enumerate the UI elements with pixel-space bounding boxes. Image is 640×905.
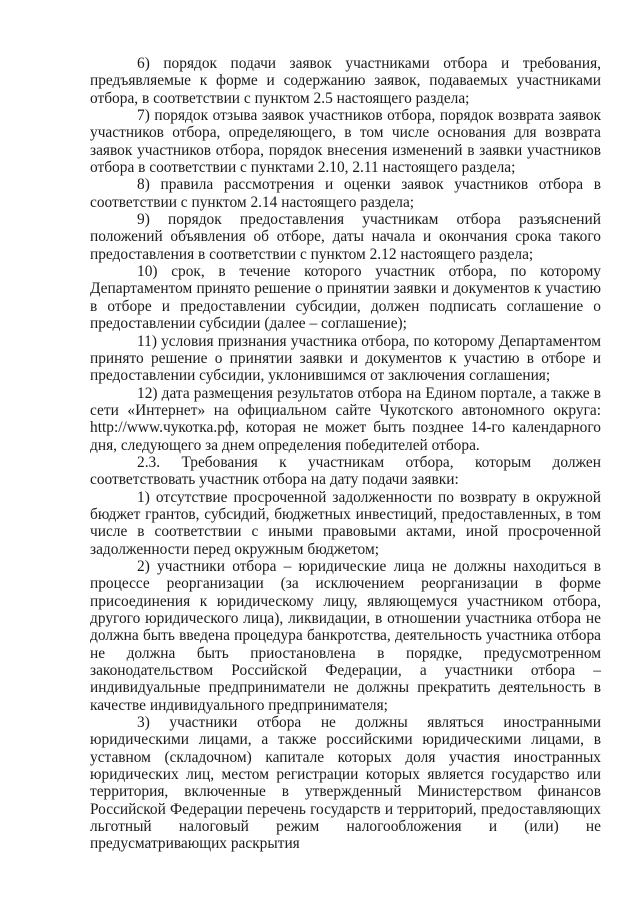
section-2-3-paragraph: 2.3. Требования к участникам отбора, которым должен соответствовать участник отбора на дату подачи заявки: xyxy=(90,453,601,489)
requirement-item-1: 1) отсутствие просроченной задолженности по возврату в окружной бюджет грантов, субсидий, бюджетных инвестиций, предоставленных, в том числе в соответствии с иными правовыми актами, иной просроченной задолженности перед окружным бюджетом; xyxy=(90,488,601,558)
paragraph-item-10: 10) срок, в течение которого участник отбора, по которому Департаментом принято решение о принятии заявки и документов к участию в отборе и предоставлении субсидии, должен подписать соглашение о предоставлении субсидии (далее – соглашение); xyxy=(90,263,601,333)
requirement-item-2: 2) участники отбора – юридические лица не должны находиться в процессе реорганизации (за исключением реорганизации в форме присоединения к юридическому лицу, являющемуся участником отбора, другого юридического лица), ликвидации, в отношении участника отбора не должна быть введена процедура банкротства, деятельность участника отбора не должна быть приостановлена в порядке, предусмотренном законодательством Российской Федерации, а участники отбора – индивидуальные предприниматели не должны прекратить деятельность в качестве индивидуального предпринимателя; xyxy=(90,557,601,714)
paragraph-item-9: 9) порядок предоставления участникам отбора разъяснений положений объявления об отборе, даты начала и окончания срока такого предоставления в соответствии с пунктом 2.12 настоящего раздела; xyxy=(90,211,601,263)
paragraph-item-7: 7) порядок отзыва заявок участников отбора, порядок возврата заявок участников отбора, определяющего, в том числе основания для возврата заявок участников отбора, порядок внесения изменений в заявки участников отбора в соответствии с пунктами 2.10, 2.11 настоящего раздела; xyxy=(90,107,601,177)
document-body xyxy=(90,55,601,853)
paragraph-item-6: 6) порядок подачи заявок участниками отбора и требования, предъявляемые к форме и содержанию заявок, подаваемых участниками отбора, в соответствии с пунктом 2.5 настоящего раздела; xyxy=(90,55,601,107)
paragraph-item-12: 12) дата размещения результатов отбора на Едином портале, а также в сети «Интернет» на официальном сайте Чукотского автономного округа: http://www.чукотка.рф, которая не может быть позднее 14-го календарного дня, следующего за днем определения победителей отбора. xyxy=(90,384,601,454)
paragraph-item-11: 11) условия признания участника отбора, по которому Департаментом принято решение о принятии заявки и документов к участию в отборе и предоставлении субсидии, уклонившимся от заключения соглашения; xyxy=(90,332,601,385)
requirement-item-3: 3) участники отбора не должны являться иностранными юридическими лицами, а также российскими юридическими лицами, в уставном (складочном) капитале которых доля участия иностранных юридических лиц, местом регистрации которых является государство или территория, включенные в утвержденный Министерством финансов Российской Федерации перечень государств и территорий, предоставляющих льготный налоговый режим налогообложения и (или) не предусматривающих раскрытия xyxy=(90,714,601,853)
paragraph-item-8: 8) правила рассмотрения и оценки заявок участников отбора в соответствии с пунктом 2.14 настоящего раздела; xyxy=(90,176,601,211)
